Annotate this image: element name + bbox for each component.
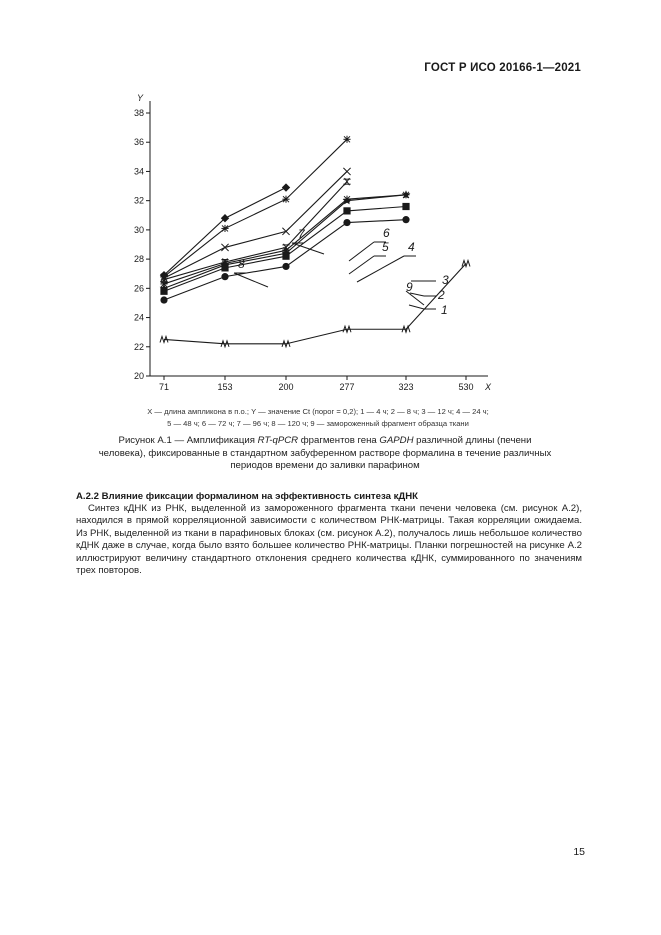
y-tick-label: 34: [133, 166, 144, 177]
series-label-6: 6: [383, 226, 390, 240]
amplification-chart: [118, 88, 508, 398]
figure-legend: [108, 406, 528, 430]
series-label-7: 7: [298, 227, 305, 241]
x-tick-label: 323: [398, 382, 414, 392]
series-label-2: 2: [438, 288, 445, 302]
caption-line-3: периодов времени до заливки парафином: [230, 460, 420, 472]
marker-circle: [221, 273, 228, 280]
data-point: [282, 228, 289, 235]
marker-square: [402, 203, 409, 210]
x-tick-label: 153: [217, 382, 233, 392]
marker-circle: [282, 263, 289, 270]
chart-svg: [118, 88, 508, 398]
y-tick-label: 28: [133, 254, 144, 265]
data-point: [402, 191, 409, 198]
x-tick-label: 277: [339, 382, 355, 392]
data-point: [343, 136, 350, 143]
data-point: [282, 183, 290, 191]
series-label-9: 9: [406, 280, 413, 294]
data-point: [221, 225, 228, 232]
data-point: [221, 273, 228, 280]
marker-square: [343, 207, 350, 214]
data-point: [160, 280, 167, 287]
data-point: [343, 196, 350, 203]
section-body: [76, 503, 582, 577]
x-tick-label: 530: [458, 382, 474, 392]
caption-line-1: [85, 435, 565, 448]
y-axis-label: Y: [136, 93, 144, 103]
caption-rt-qpcr: RT-qPCR: [257, 435, 299, 446]
x-axis-label: X: [484, 382, 492, 392]
data-point: [343, 219, 350, 226]
data-point: [402, 216, 409, 223]
y-tick-label: 22: [133, 341, 144, 352]
x-tick-label: 71: [158, 382, 170, 392]
caption-prefix: Рисунок А.1 — Амплификация: [118, 435, 258, 446]
data-point: [402, 203, 409, 210]
y-tick-label: 24: [133, 312, 144, 323]
caption-gapdh: GAPDH: [379, 435, 414, 446]
marker-circle: [343, 219, 350, 226]
data-point: [282, 263, 289, 270]
series-label-4: 4: [408, 240, 415, 254]
caption-middle: фрагментов гена: [298, 435, 380, 446]
y-tick-label: 30: [133, 224, 144, 235]
marker-circle: [160, 296, 167, 303]
data-point: [343, 207, 350, 214]
series-label-8: 8: [238, 257, 245, 271]
y-tick-label: 36: [133, 137, 144, 148]
figure-caption: [85, 435, 565, 473]
legend-line-1: X — длина ампликона в п.о.; Y — значение Ct (порог = 0,2); 1 — 4 ч; 2 — 8 ч; 3 — 12 ч; 4 — 24 ч;: [147, 407, 489, 416]
series-label-3: 3: [442, 273, 449, 287]
x-tick-label: 200: [278, 382, 294, 392]
label-leader: [234, 273, 268, 287]
label-leader: [357, 256, 404, 282]
data-point: [160, 296, 167, 303]
data-point: [221, 258, 228, 265]
data-point: [343, 178, 350, 185]
page-number: 15: [573, 846, 585, 858]
section-title: А.2.2 Влияние фиксации формалином на эффективность синтеза кДНК: [76, 491, 419, 502]
data-point: [343, 168, 350, 175]
label-leader: [409, 305, 424, 309]
marker-diamond: [282, 183, 290, 191]
series-line-9: [164, 263, 466, 343]
document-header: ГОСТ Р ИСО 20166-1—2021: [424, 62, 581, 74]
y-tick-label: 20: [133, 371, 144, 381]
caption-line-2: человека), фиксированные в стандартном забуференном растворе формалина в течение различных: [98, 447, 552, 459]
series-line-4: [164, 195, 406, 284]
data-point: [282, 196, 289, 203]
caption-suffix: различной длины (печени: [413, 435, 532, 446]
series-line-7: [164, 139, 347, 276]
marker-circle: [402, 216, 409, 223]
data-point: [221, 244, 228, 251]
section-paragraph: Синтез кДНК из РНК, выделенной из замороженного фрагмента ткани печени человека (см. рисунок А.2), находился в прямой корреляционной зависимости с количеством РНК-матрицы. Такая корреляции ожидаема. Из РНК, выделенной из ткани в парафиновых блоках (см. рисунок А.2), получалось лишь небольшое количество кДНК даже в случае, когда было взято большее количество РНК-матрицы. Планки погрешностей на рисунке А.2 иллюстрируют величину стандартного отклонения среднего количества кДНК, суммированного по значениям трех повторов.: [76, 503, 582, 577]
legend-line-2: 5 — 48 ч; 6 — 72 ч; 7 — 96 ч; 8 — 120 ч; 9 — замороженный фрагмент образца ткани: [167, 419, 469, 428]
series-label-5: 5: [382, 240, 389, 254]
y-tick-label: 38: [133, 108, 144, 118]
y-tick-label: 26: [133, 283, 144, 294]
series-label-1: 1: [441, 303, 448, 317]
y-tick-label: 32: [133, 195, 144, 206]
